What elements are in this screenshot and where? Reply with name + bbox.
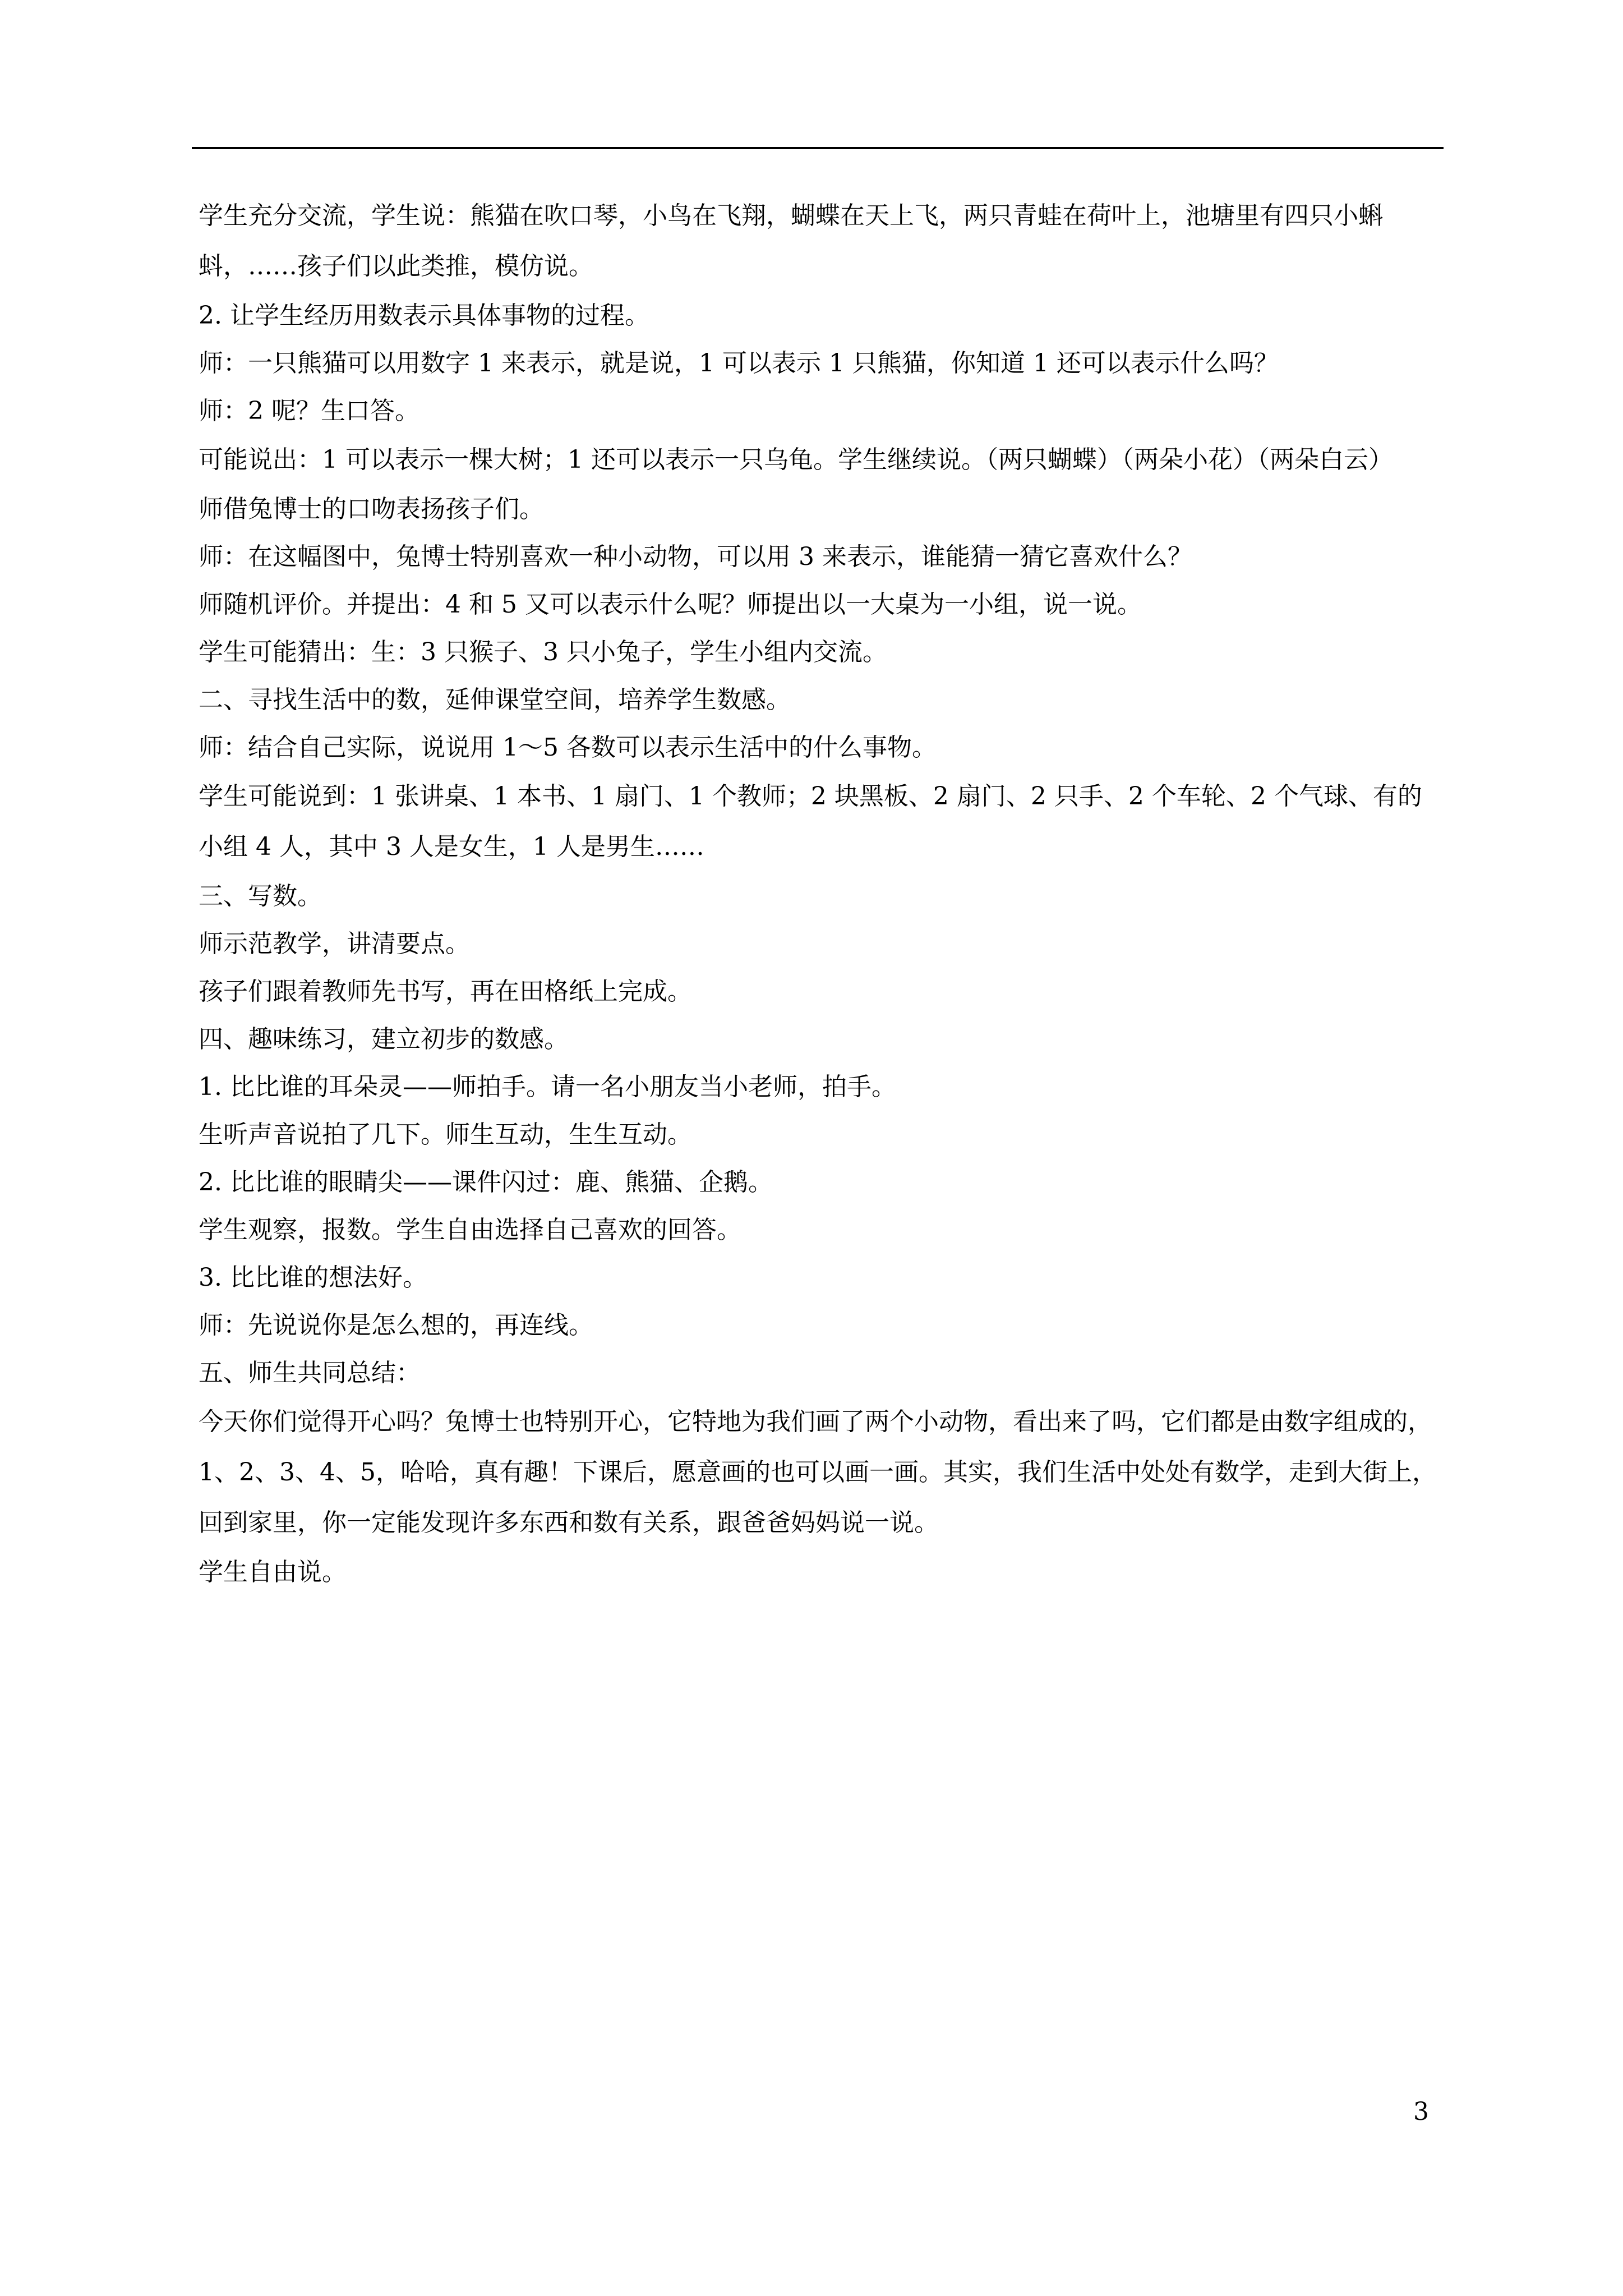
heading-section-5: 五、师生共同总结： bbox=[199, 1359, 421, 1387]
paragraph-exercise-2: 2. 比比谁的眼睛尖——课件闪过：鹿、熊猫、企鹅。 bbox=[199, 1168, 773, 1197]
paragraph-exercise-3: 3. 比比谁的想法好。 bbox=[199, 1263, 427, 1292]
paragraph-listen-count: 生听声音说拍了几下。师生互动，生生互动。 bbox=[199, 1120, 692, 1149]
paragraph-praise: 师借兔博士的口吻表扬孩子们。 bbox=[199, 495, 544, 523]
heading-section-3: 三、写数。 bbox=[199, 882, 322, 910]
paragraph-step-2: 2. 让学生经历用数表示具体事物的过程。 bbox=[199, 301, 649, 330]
paragraph-teacher-real-life: 师：结合自己实际，说说用 1～5 各数可以表示生活中的什么事物。 bbox=[199, 733, 937, 762]
paragraph-exercise-1: 1. 比比谁的耳朵灵——师拍手。请一名小朋友当小老师，拍手。 bbox=[199, 1073, 896, 1101]
heading-section-2: 二、寻找生活中的数，延伸课堂空间，培养学生数感。 bbox=[199, 685, 791, 714]
paragraph-children-write: 孩子们跟着教师先书写，再在田格纸上完成。 bbox=[199, 977, 692, 1006]
paragraph-student-exchange: 学生充分交流，学生说：熊猫在吹口琴，小鸟在飞翔，蝴蝶在天上飞，两只青蛙在荷叶上，池塘里有四只小蝌蚪，……孩子们以此类推，模仿说。 bbox=[199, 201, 1383, 280]
heading-section-4: 四、趣味练习，建立初步的数感。 bbox=[199, 1025, 569, 1053]
paragraph-teacher-evaluate: 师随机评价。并提出：4 和 5 又可以表示什么呢？师提出以一大桌为一小组，说一说。 bbox=[199, 590, 1142, 619]
header-rule bbox=[192, 147, 1444, 149]
paragraph-student-guess: 学生可能猜出：生：3 只猴子、3 只小兔子，学生小组内交流。 bbox=[199, 638, 887, 666]
page-number: 3 bbox=[1413, 2097, 1429, 2126]
paragraph-student-examples: 学生可能说到：1 张讲桌、1 本书、1 扇门、1 个教师；2 块黑板、2 扇门、2 只手、2 个车轮、2 个气球、有的小组 4 人，其中 3 人是女生，1 人是男生…… bbox=[199, 782, 1422, 861]
paragraph-summary: 今天你们觉得开心吗？兔博士也特别开心，它特地为我们画了两个小动物，看出来了吗，它们都是由数字组成的，1、2、3、4、5，哈哈，真有趣！下课后，愿意画的也可以画一画。其实，我们生活中处处有数学，走到大街上，回到家里，你一定能发现许多东西和数有关系，跟爸爸妈妈说一说。 bbox=[199, 1407, 1437, 1537]
paragraph-teacher-demo: 师示范教学，讲清要点。 bbox=[199, 930, 470, 958]
paragraph-teacher-two: 师：2 呢？生口答。 bbox=[199, 397, 419, 425]
paragraph-teacher-connect: 师：先说说你是怎么想的，再连线。 bbox=[199, 1311, 593, 1340]
paragraph-teacher-guess: 师：在这幅图中，兔博士特别喜欢一种小动物，可以用 3 来表示，谁能猜一猜它喜欢什么？ bbox=[199, 542, 1192, 571]
paragraph-teacher-panda: 师：一只熊猫可以用数字 1 来表示，就是说，1 可以表示 1 只熊猫，你知道 1 还可以表示什么吗？ bbox=[199, 349, 1279, 378]
paragraph-observe-report: 学生观察，报数。学生自由选择自己喜欢的回答。 bbox=[199, 1216, 741, 1244]
paragraph-student-free-talk: 学生自由说。 bbox=[199, 1558, 347, 1586]
document-body bbox=[199, 191, 1444, 1596]
paragraph-possible-answers: 可能说出：1 可以表示一棵大树；1 还可以表示一只乌龟。学生继续说。（两只蝴蝶）（两朵小花）（两朵白云） bbox=[199, 445, 1393, 474]
